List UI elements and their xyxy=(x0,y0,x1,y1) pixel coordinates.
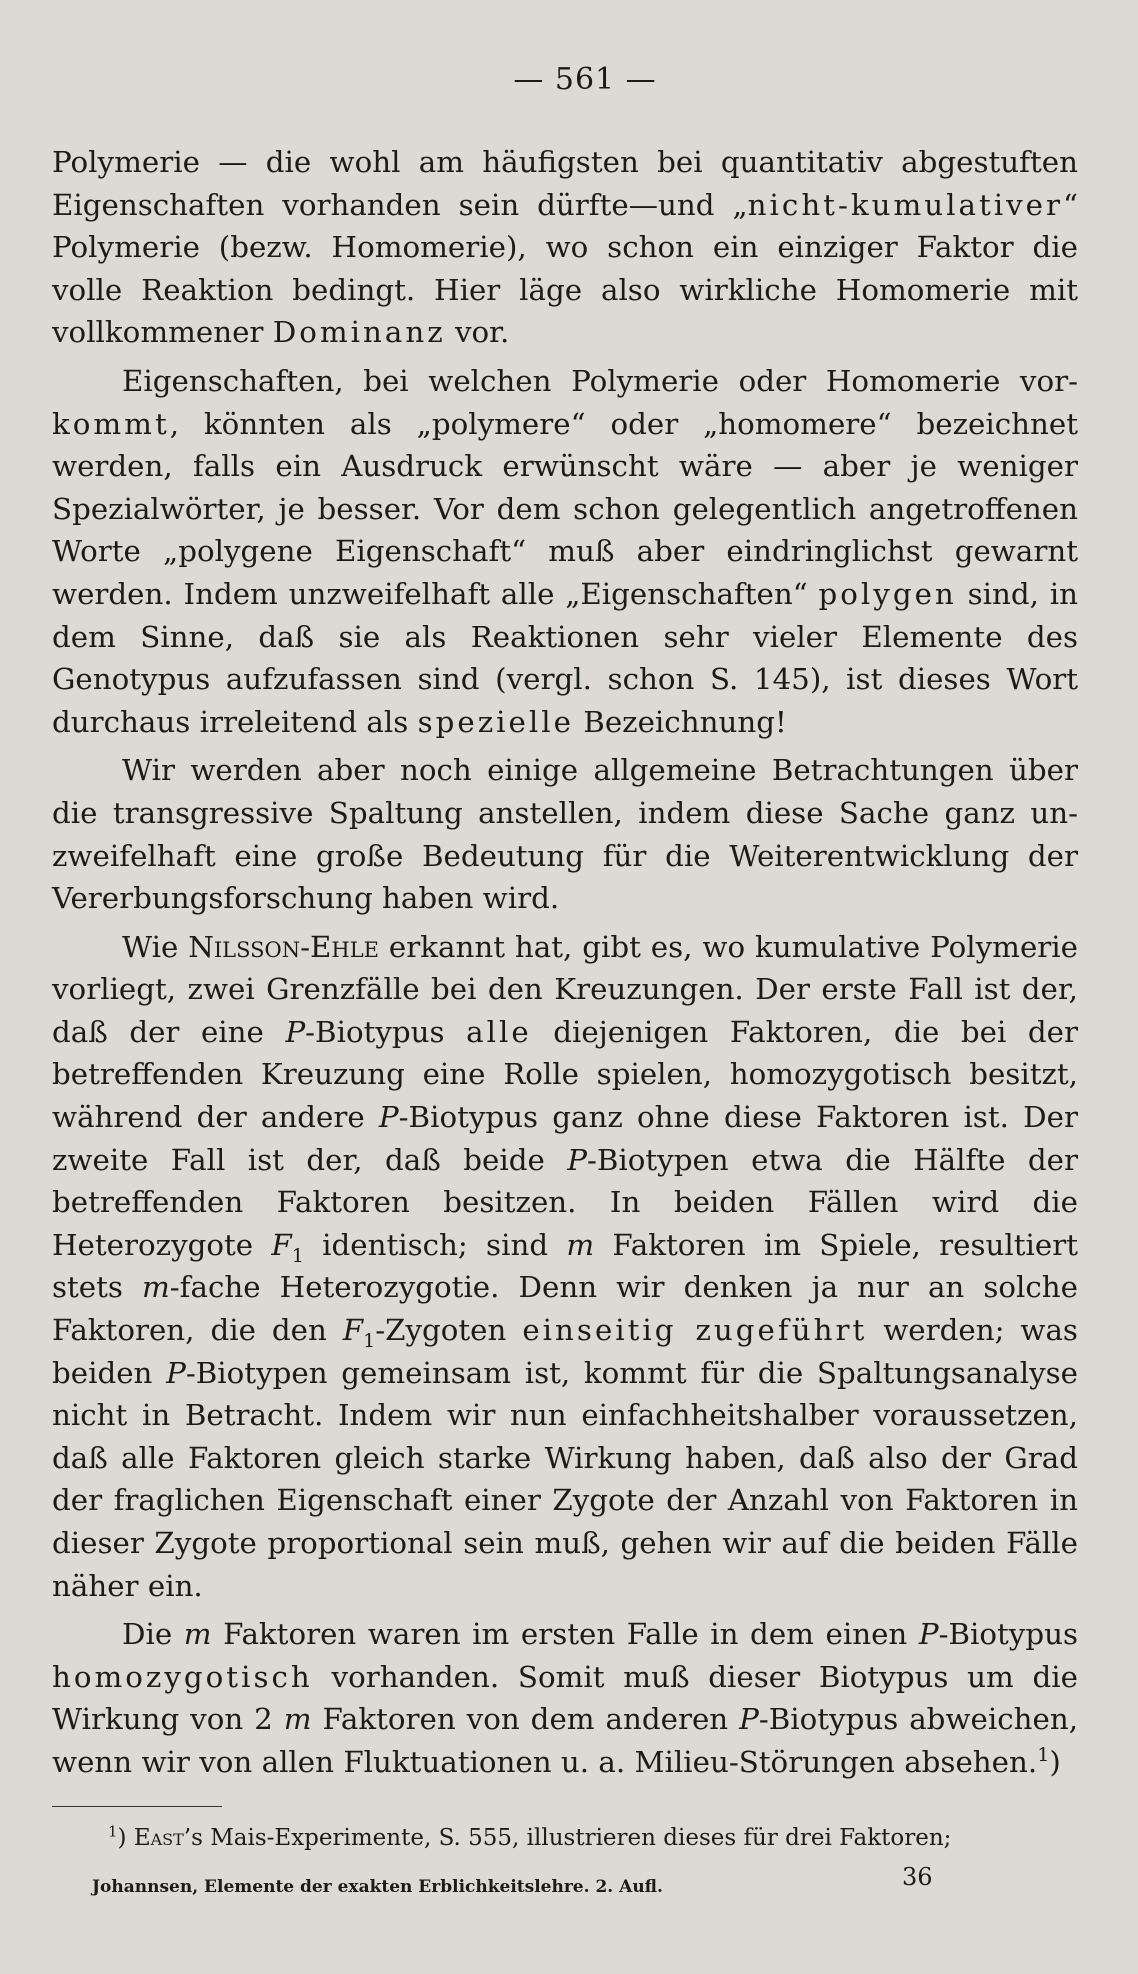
spaced-emphasis: Dominanz xyxy=(272,315,446,350)
math-symbol: P xyxy=(378,1100,399,1135)
author-name: Nilsson-Ehle xyxy=(188,929,379,964)
footnote-marker: 1 xyxy=(108,1821,118,1840)
spaced-emphasis: alle xyxy=(466,1014,532,1049)
math-symbol: P xyxy=(166,1355,186,1390)
paragraph-3 xyxy=(52,749,1078,919)
math-symbol: P xyxy=(285,1014,306,1049)
spaced-emphasis: einseitig zugeführt xyxy=(522,1313,868,1348)
paragraph-2 xyxy=(52,360,1078,743)
text-run: Wir werden aber noch einige allgemeine Betrachtungen über die transgressive Spaltung anstellen, indem diese Sache ganz unzweifelhaft eine große Bedeutung für die Weiterentwicklung der Vererbungsforschung haben wird. xyxy=(52,753,1078,916)
spaced-emphasis: homozygotisch xyxy=(52,1659,313,1694)
math-symbol: F xyxy=(342,1313,364,1348)
series-line: Johannsen, Elemente der exakten Erblichkeitslehre. 2. Aufl. xyxy=(92,1876,663,1897)
text-run: “ Polymerie (bezw. Homomerie), wo schon ein einziger Faktor die volle Reaktion bedingt. Hier läge also wirkliche Homomerie mit vollkommener xyxy=(52,187,1078,350)
text-run: , könnten als „polymere“ oder „homomere“ bezeichnet werden, falls ein Ausdruck erwünscht wäre — aber je weniger Spezialwörter, je besser. Vor dem schon gelegentlich angetroffenen Worte „polygene Eigenschaft“ muß aber eindringlichst gewarnt werden. Indem unzweifelhaft alle „Eigenschaften“ xyxy=(52,406,1078,611)
spaced-emphasis: polygen xyxy=(818,576,957,611)
paragraph-4 xyxy=(52,926,1078,1608)
text-run: Bezeichnung! xyxy=(573,704,787,739)
text-run: identisch; sind xyxy=(303,1227,567,1262)
text-run: Faktoren im Spiele, resultiert stets xyxy=(52,1227,1078,1305)
text-run: sind, in dem Sinne, daß sie als Reaktionen sehr vieler Elemente des Genotypus aufzufassen sind (vergl. schon S. 145), ist dieses Wort durchaus irreleitend als xyxy=(52,576,1078,739)
math-symbol: P xyxy=(918,1617,939,1652)
text-run: Wie xyxy=(122,929,189,964)
body-text xyxy=(52,141,1078,1784)
text-run: Faktoren von dem anderen xyxy=(311,1702,740,1737)
text-run: ) xyxy=(1049,1744,1061,1779)
text-run: -fache Heterozygotie. Denn wir denken ja nur an solche Faktoren, die den xyxy=(52,1270,1078,1348)
math-subscript: 1 xyxy=(291,1244,304,1267)
text-run: -Biotypus abweichen, wenn wir von allen Fluktuationen u. a. Milieu-Störungen absehen. xyxy=(52,1702,1079,1779)
math-subscript: 1 xyxy=(363,1329,376,1352)
text-run: -Biotypus xyxy=(305,1014,467,1049)
paragraph-1 xyxy=(52,141,1078,354)
math-symbol: m xyxy=(142,1270,170,1305)
math-symbol: m xyxy=(566,1227,595,1262)
math-symbol: P xyxy=(567,1142,587,1177)
text-run: vorhanden. Somit muß dieser Biotypus um die Wirkung von 2 xyxy=(52,1659,1078,1737)
text-run: Polymerie — die wohl am häufigsten bei quantitativ abgestuften Eigenschaften vorhanden sein dürfte—und „ xyxy=(52,145,1078,222)
text-run: diejenigen Faktoren, die bei der betreffenden Kreuzung eine Rolle spielen, homozygotisch besitzt, während der andere xyxy=(52,1014,1078,1135)
text-run: -Biotypus ganz ohne diese Faktoren ist. Der zweite Fall ist der, daß beide xyxy=(52,1100,1078,1177)
spaced-emphasis: spezielle xyxy=(417,704,574,739)
text-run: vor. xyxy=(445,315,510,350)
spaced-emphasis: nicht-kumulativer xyxy=(747,187,1064,222)
math-symbol: F xyxy=(271,1227,292,1262)
text-run: -Biotypus xyxy=(938,1617,1078,1652)
text-run: werden; was beiden xyxy=(52,1313,1078,1390)
paragraph-5 xyxy=(52,1613,1078,1783)
page-number: — 561 — xyxy=(513,62,657,97)
footnote-divider xyxy=(52,1806,222,1807)
page-footer xyxy=(52,1863,1078,1903)
math-symbol: m xyxy=(283,1702,312,1737)
spaced-emphasis: kommt xyxy=(52,406,170,441)
footnote-reference[interactable]: 1 xyxy=(1037,1744,1050,1767)
sheet-signature: 36 xyxy=(902,1862,933,1891)
text-run: -Biotypen etwa die Hälfte der betreffenden Faktoren besitzen. In beiden Fällen wird die Heterozygote xyxy=(52,1142,1078,1262)
text-run: ’s Mais-Experimente, S. 555, illustrieren dieses für drei Faktoren; xyxy=(183,1824,952,1851)
text-run: Die xyxy=(122,1617,184,1652)
text-run: ) xyxy=(117,1824,134,1851)
author-name: East xyxy=(133,1824,184,1851)
math-symbol: m xyxy=(183,1617,212,1652)
text-run: -Biotypen gemeinsam ist, kommt für die Spaltungsanalyse nicht in Betracht. Indem wir nun einfachheitshalber voraussetzen, daß alle Faktoren gleich starke Wirkung haben, daß also der Grad der fraglichen Eigenschaft einer Zygote der Anzahl von Faktoren in dieser Zygote proportional sein muß, gehen wir auf die beiden Fälle näher ein. xyxy=(52,1355,1078,1603)
footnote xyxy=(52,1821,1078,1855)
text-run: -Zygoten xyxy=(375,1313,523,1348)
text-run: Eigenschaften, bei welchen Polymerie oder Homomerie vor xyxy=(122,363,1078,398)
math-symbol: P xyxy=(739,1702,759,1737)
text-run: Faktoren waren im ersten Falle in dem einen xyxy=(211,1617,919,1652)
text-run: erkannt hat, gibt es, wo kumulative Polymerie vorliegt, zwei Grenzfälle bei den Kreuzungen. Der erste Fall ist der, daß der eine xyxy=(52,929,1078,1049)
